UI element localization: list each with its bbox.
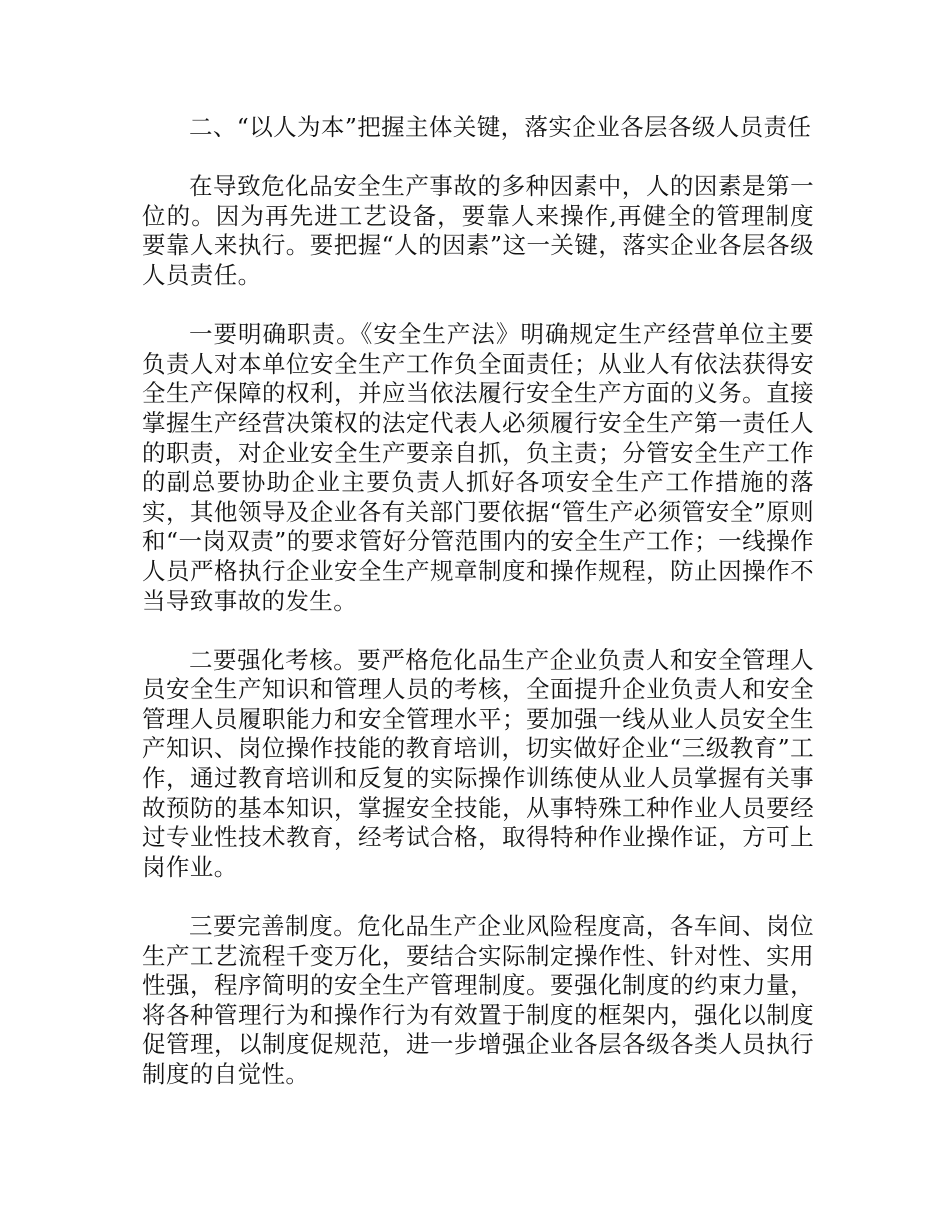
section-heading: 二、“以人为本”把握主体关键，落实企业各层各级人员责任	[189, 113, 812, 141]
document-page	[142, 113, 814, 1119]
paragraph-improve-system: 三要完善制度。危化品生产企业风险程度高，各车间、岗位生产工艺流程千变万化，要结合实际制定操作性、针对性、实用性强，程序简明的安全生产管理制度。要强化制度的约束力量，将各种管理行为和操作行为有效置于制度的框架内，强化以制度促管理，以制度促规范，进一步增强企业各层各级各类人员执行制度的自觉性。	[142, 912, 814, 1088]
paragraph-intro: 在导致危化品安全生产事故的多种因素中，人的因素是第一位的。因为再先进工艺设备，要靠人来操作,再健全的管理制度要靠人来执行。要把握“人的因素”这一关键，落实企业各层各级人员责任。	[142, 172, 814, 289]
paragraph-strengthen-assessment: 二要强化考核。要严格危化品生产企业负责人和安全管理人员安全生产知识和管理人员的考核，全面提升企业负责人和安全管理人员履职能力和安全管理水平；要加强一线从业人员安全生产知识、岗位操作技能的教育培训，切实做好企业“三级教育”工作，通过教育培训和反复的实际操作训练使从业人员掌握有关事故预防的基本知识，掌握安全技能，从事特殊工种作业人员要经过专业性技术教育，经考试合格，取得特种作业操作证，方可上岗作业。	[142, 645, 814, 881]
paragraph-clarify-duties: 一要明确职责。《安全生产法》明确规定生产经营单位主要负责人对本单位安全生产工作负全面责任；从业人有依法获得安全生产保障的权利，并应当依法履行安全生产方面的义务。直接掌握生产经营决策权的法定代表人必须履行安全生产第一责任人的职责，对企业安全生产要亲自抓，负主责；分管安全生产工作的副总要协助企业主要负责人抓好各项安全生产工作措施的落实，其他领导及企业各有关部门要依据“管生产必须管安全”原则和“一岗双责”的要求管好分管范围内的安全生产工作；一线操作人员严格执行企业安全生产规章制度和操作规程，防止因操作不当导致事故的发生。	[142, 320, 814, 615]
